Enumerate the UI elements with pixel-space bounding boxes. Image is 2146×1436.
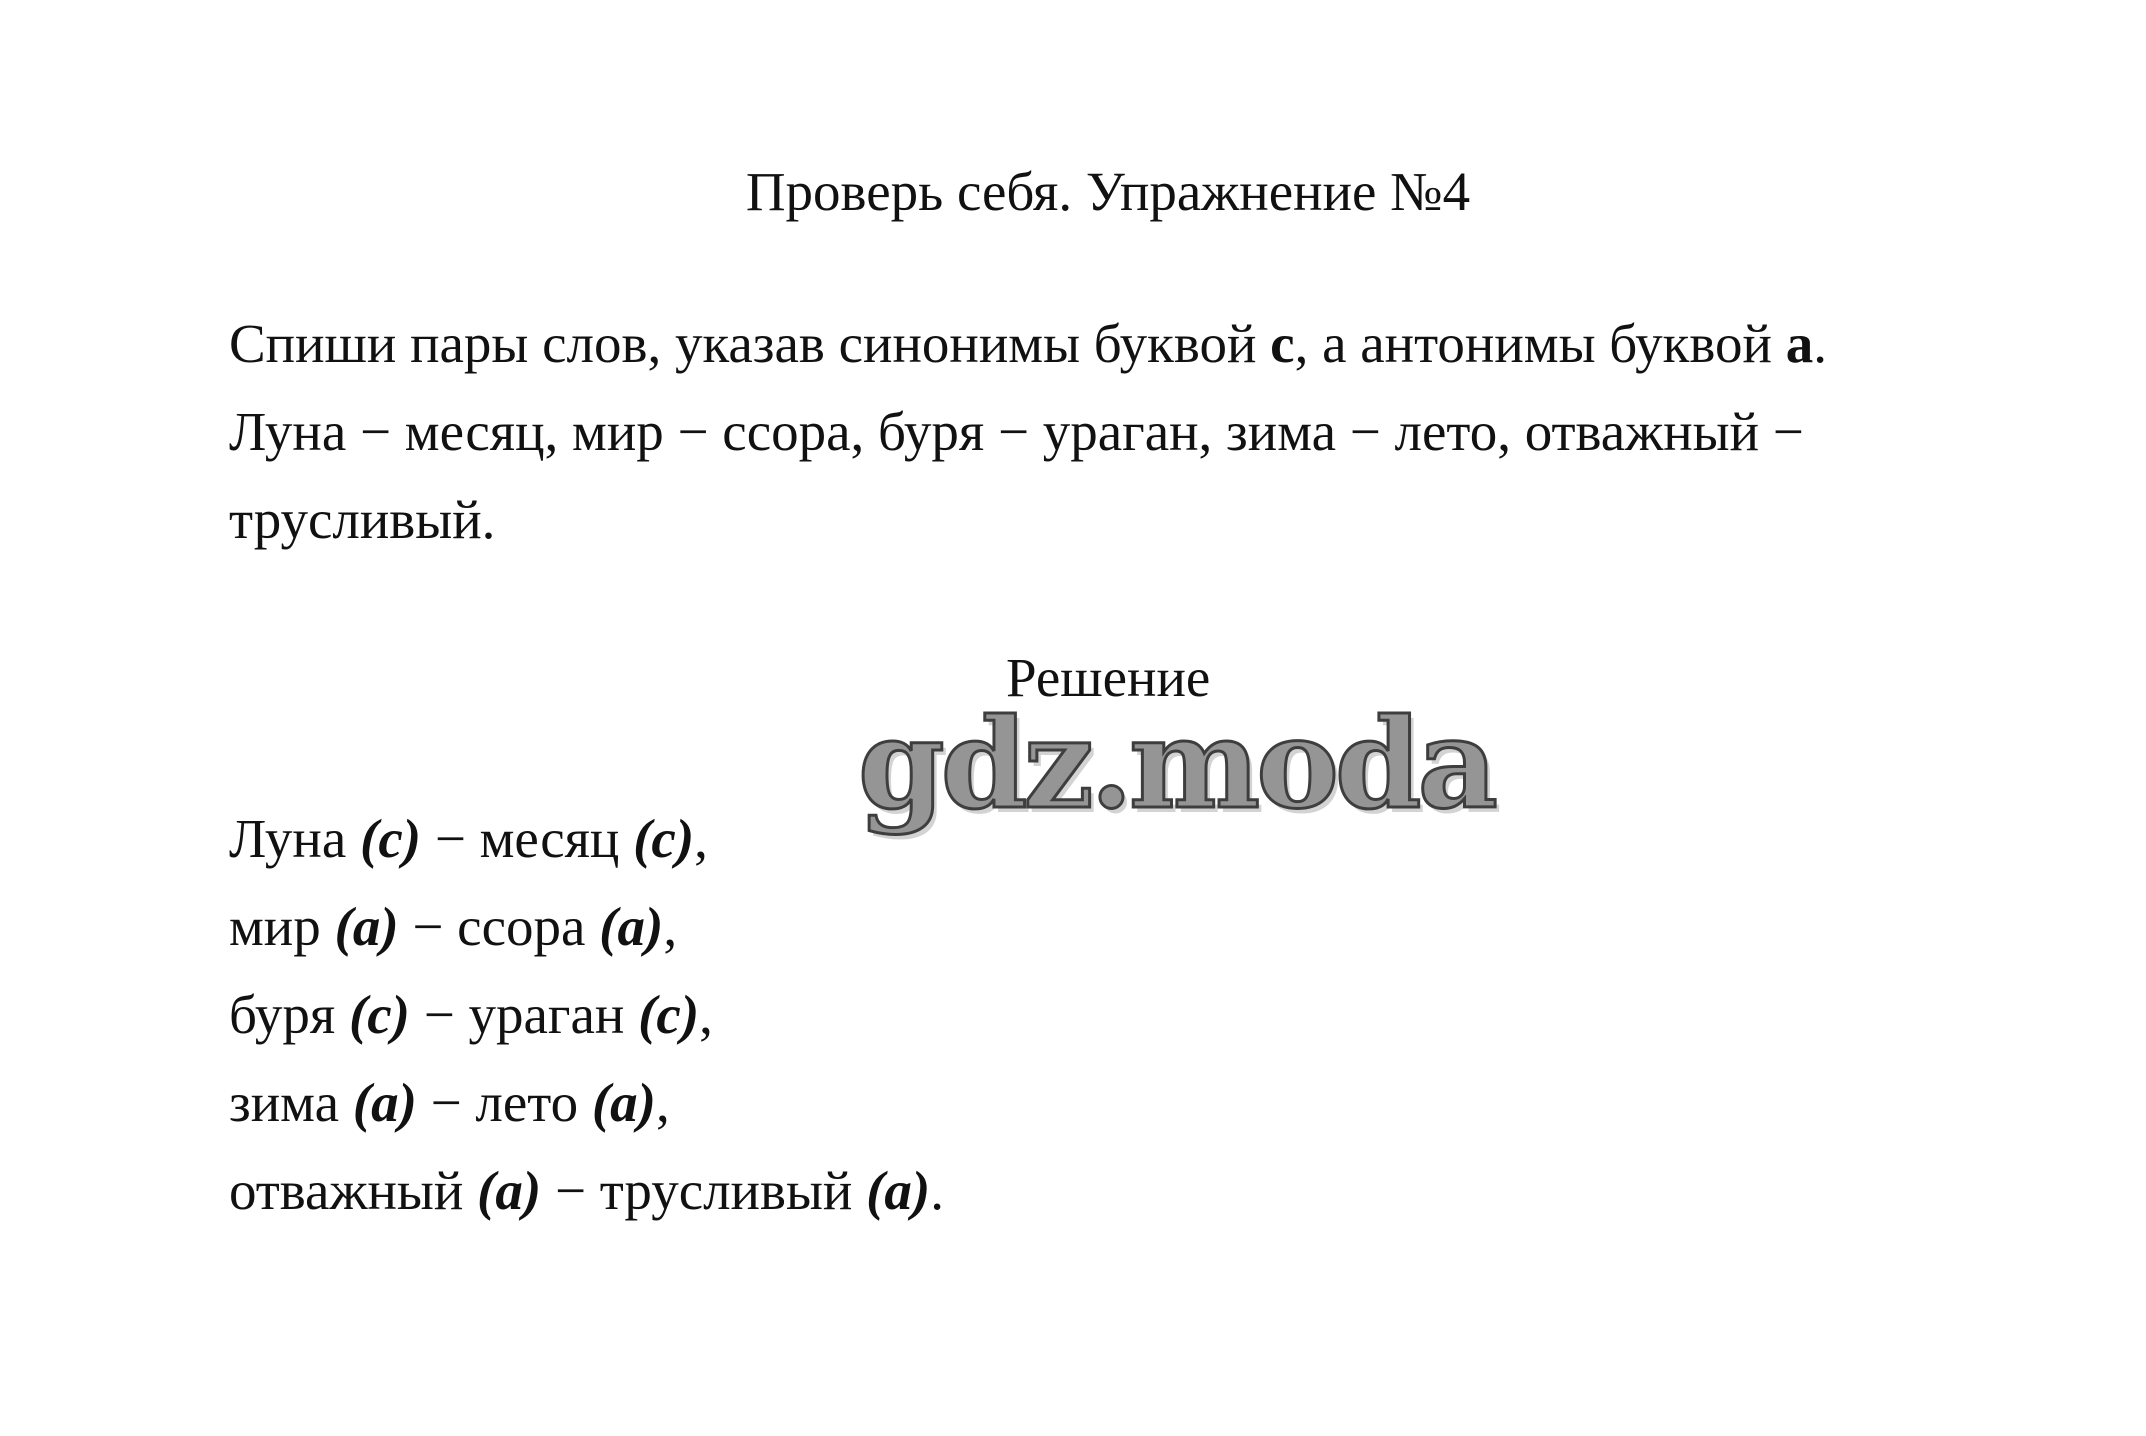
answer-mark: (а) [599, 896, 664, 957]
punctuation: , [699, 984, 713, 1045]
dash: − [421, 808, 480, 869]
task-word-pairs-line-2: трусливый. [229, 489, 496, 550]
answer-mark: (с) [348, 984, 410, 1045]
answer-row [229, 883, 944, 971]
dash: − [409, 984, 469, 1045]
answer-word: буря [229, 984, 349, 1045]
answer-word: ураган [468, 984, 639, 1045]
answer-mark: (с) [633, 808, 695, 869]
dash: − [398, 896, 458, 957]
watermark-logo: gdz.moda [858, 692, 1494, 837]
answer-mark: (с) [638, 984, 700, 1045]
answer-row [229, 1059, 944, 1147]
answer-list [229, 795, 944, 1235]
punctuation: , [655, 1072, 670, 1133]
answer-word: ссора [457, 896, 600, 957]
answer-row [229, 1147, 944, 1235]
dash: − [541, 1160, 600, 1221]
task-instruction [229, 300, 2009, 388]
answer-mark: (а) [477, 1160, 542, 1221]
task-word-pairs-line-1: Луна − месяц, мир − ссора, буря − ураган, зима − лето, отважный − [229, 401, 1804, 462]
answer-mark: (а) [866, 1160, 931, 1221]
answer-word: Луна [229, 808, 361, 869]
solution-heading: Решение [1006, 647, 1211, 708]
punctuation: , [694, 808, 708, 869]
answer-word: трусливый [599, 1160, 867, 1221]
answer-row [229, 795, 944, 883]
synonym-letter: с [1270, 313, 1295, 374]
task-instruction-start: Спиши пары слов, указав синонимы буквой [229, 313, 1271, 374]
answer-word: зима [229, 1072, 353, 1133]
answer-word: лето [475, 1072, 592, 1133]
answer-word: мир [229, 896, 335, 957]
task-text [229, 300, 2009, 564]
punctuation: , [663, 896, 678, 957]
answer-mark: (с) [360, 808, 422, 869]
task-instruction-middle: , а антонимы буквой [1294, 313, 1786, 374]
punctuation: . [930, 1160, 944, 1221]
dash: − [416, 1072, 476, 1133]
answer-word: отважный [229, 1160, 478, 1221]
answer-word: месяц [479, 808, 634, 869]
antonym-letter: а [1785, 313, 1814, 374]
page-title: Проверь себя. Упражнение №4 [745, 161, 1471, 222]
task-instruction-end: . [1813, 313, 1827, 374]
answer-mark: (а) [591, 1072, 656, 1133]
answer-mark: (а) [334, 896, 399, 957]
answer-mark: (а) [352, 1072, 417, 1133]
answer-row [229, 971, 944, 1059]
